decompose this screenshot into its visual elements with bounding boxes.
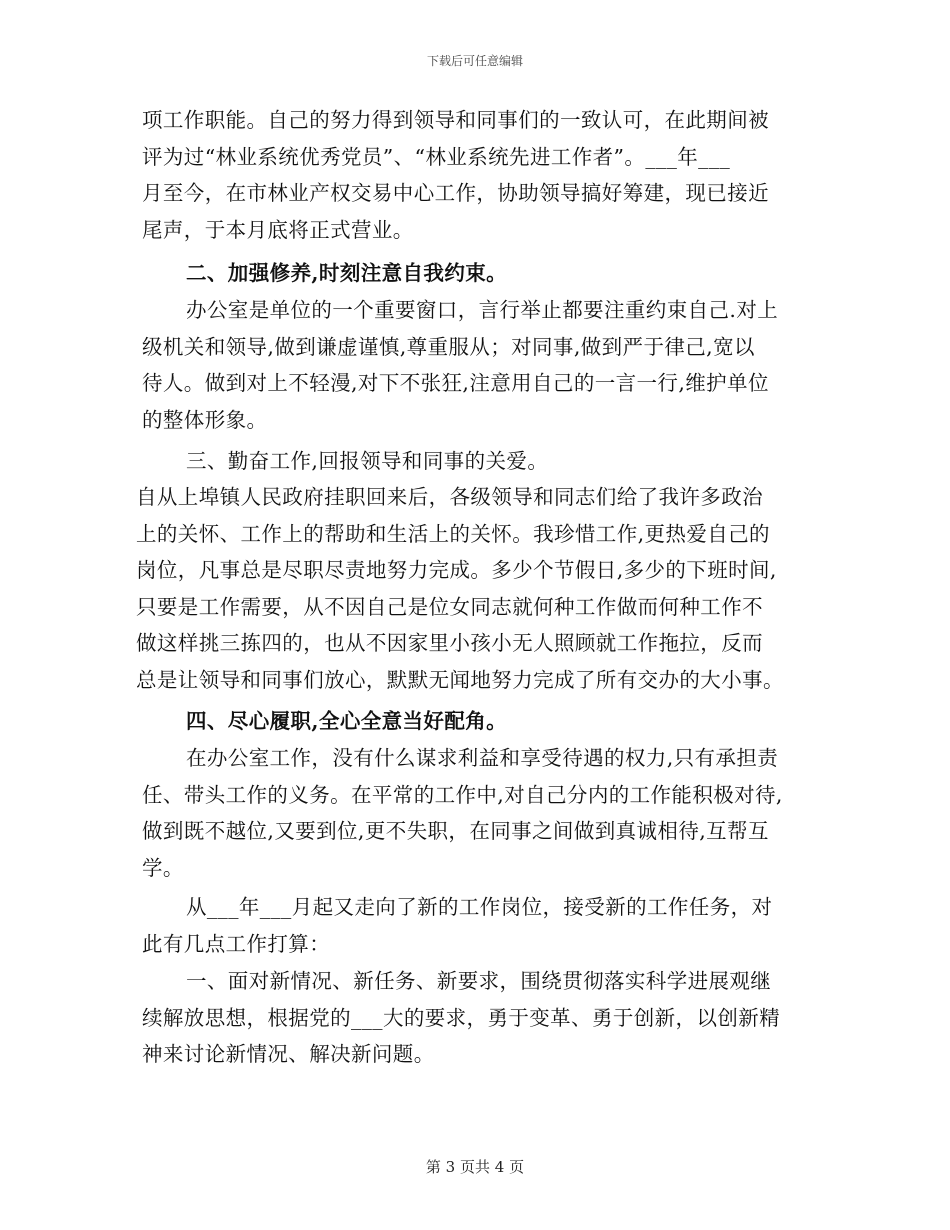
paragraph-continued-duties: [142, 102, 822, 248]
text-line: 一、面对新情况、新任务、新要求，围绕贯彻落实科学进展观继: [186, 969, 772, 993]
section-heading-3: [142, 443, 822, 480]
text-line: 月至今，在市林业产权交易中心工作，协助领导搞好筹建，现已接近: [142, 181, 769, 206]
text-line: 待人。做到对上不轻漫,对下不张狂,注意用自己的一言一行,维护单位: [142, 371, 769, 396]
text-line: 上的关怀、工作上的帮助和生活上的关怀。我珍惜工作,更热爱自己的: [136, 521, 770, 546]
section-heading-4: [142, 703, 822, 740]
heading-text: 二、加强修养,时刻注意自我约束。: [186, 261, 508, 285]
text-line: 评为过“林业系统优秀党员”、“林业系统先进工作者”。___年___: [142, 144, 731, 169]
paragraph-self-discipline: [142, 292, 822, 438]
text-line: 神来讨论新情况、解决新问题。: [142, 1042, 435, 1067]
heading-text: 四、尽心履职,全心全意当好配角。: [186, 709, 508, 733]
text-line: 的整体形象。: [142, 407, 268, 432]
page-number-footer: 第 3 页共 4 页: [425, 1158, 525, 1176]
paragraph-new-position: [142, 889, 822, 962]
text-line: 在办公室工作，没有什么谋求利益和享受待遇的权力,只有承担责: [186, 746, 779, 770]
paragraph-supporting-role: [142, 740, 822, 886]
text-line: 做到既不越位,又要到位,更不失职，在同事之间做到真诚相待,互帮互: [142, 819, 769, 844]
text-line: 尾声，于本月底将正式营业。: [142, 217, 414, 242]
text-line: 做这样挑三拣四的，也从不因家里小孩小无人照顾就工作拖拉，反而: [136, 631, 763, 656]
text-line: 任、带头工作的义务。在平常的工作中,对自己分内的工作能积极对待,: [142, 782, 783, 807]
text-line: 学。: [142, 855, 184, 880]
page-header: 下载后可任意编辑: [426, 54, 523, 68]
text-line: 此有几点工作打算：: [142, 931, 331, 956]
text-line: 只要是工作需要，从不因自己是位女同志就何种工作做而何种工作不: [136, 594, 763, 619]
paragraph-plan-one: [142, 963, 822, 1073]
section-heading-2: [142, 255, 822, 292]
text-line: 岗位，凡事总是尽职尽责地努力完成。多少个节假日,多少的下班时间,: [136, 558, 777, 583]
text-line: 从___年___月起又走向了新的工作岗位，接受新的工作任务，对: [186, 895, 773, 919]
text-line: 自从上埠镇人民政府挂职回来后，各级领导和同志们给了我许多政治: [136, 485, 763, 509]
text-line: 项工作职能。自己的努力得到领导和同事们的一致认可，在此期间被: [142, 108, 769, 132]
text-line: 级机关和领导,做到谦虚谨慎,尊重服从；对同事,做到严于律己,宽以: [142, 334, 755, 359]
paragraph-diligent-work: [136, 479, 816, 699]
text-line: 总是让领导和同事们放心，默默无闻地努力完成了所有交办的大小事。: [136, 667, 784, 692]
text-line: 续解放思想，根据党的___大的要求，勇于变革、勇于创新，以创新精: [142, 1005, 781, 1030]
heading-text: 三、勤奋工作,回报领导和同事的关爱。: [186, 449, 549, 473]
text-line: 办公室是单位的一个重要窗口，言行举止都要注重约束自己.对上: [186, 298, 779, 322]
